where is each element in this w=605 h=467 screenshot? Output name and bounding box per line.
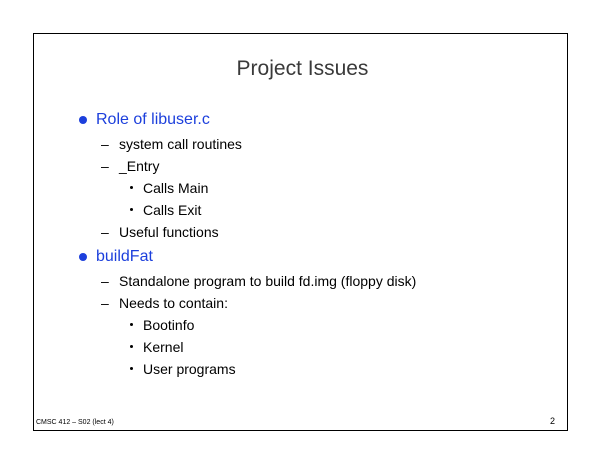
slide-frame	[33, 33, 568, 431]
subsubitem-calls-exit	[143, 201, 201, 219]
subitem-label: Standalone program to build fd.img (floppy disk)	[119, 273, 417, 289]
subitem-standalone-program	[101, 272, 417, 290]
subitem-entry	[101, 157, 160, 175]
subitem-useful-functions	[101, 223, 219, 241]
subsubitem-user-programs	[143, 360, 236, 378]
slide-footer: CMSC 412 – S02 (lect 4)	[36, 419, 114, 426]
small-bullet-icon	[130, 208, 133, 211]
subitem-needs-to-contain	[101, 294, 228, 312]
small-bullet-icon	[130, 186, 133, 189]
slide-title: Project Issues	[236, 57, 369, 80]
subsubitem-label: Bootinfo	[143, 317, 195, 333]
dash-icon: –	[101, 136, 109, 152]
bullet-label: buildFat	[96, 248, 153, 265]
subsubitem-label: User programs	[143, 361, 236, 377]
subsubitem-kernel	[143, 338, 183, 356]
dash-icon: –	[101, 224, 109, 240]
bullet-libuser	[96, 110, 210, 130]
bullet-label: Role of libuser.c	[96, 111, 210, 128]
subitem-label: system call routines	[119, 136, 242, 152]
subsubitem-bootinfo	[143, 316, 194, 334]
subsubitem-label: Calls Exit	[143, 202, 202, 218]
dash-icon: –	[101, 158, 109, 174]
subitem-label: Needs to contain:	[119, 295, 228, 311]
subitem-label: _Entry	[119, 158, 160, 174]
bullet-buildfat	[96, 247, 153, 267]
dash-icon: –	[101, 273, 109, 289]
bullet-dot-icon	[79, 116, 87, 124]
subsubitem-calls-main	[143, 179, 208, 197]
page-number: 2	[550, 416, 556, 426]
subitem-system-call-routines	[101, 135, 242, 153]
subsubitem-label: Kernel	[143, 339, 184, 355]
subsubitem-label: Calls Main	[143, 180, 209, 196]
small-bullet-icon	[130, 367, 133, 370]
bullet-dot-icon	[79, 253, 87, 261]
subitem-label: Useful functions	[119, 224, 219, 240]
small-bullet-icon	[130, 323, 133, 326]
dash-icon: –	[101, 295, 109, 311]
small-bullet-icon	[130, 345, 133, 348]
